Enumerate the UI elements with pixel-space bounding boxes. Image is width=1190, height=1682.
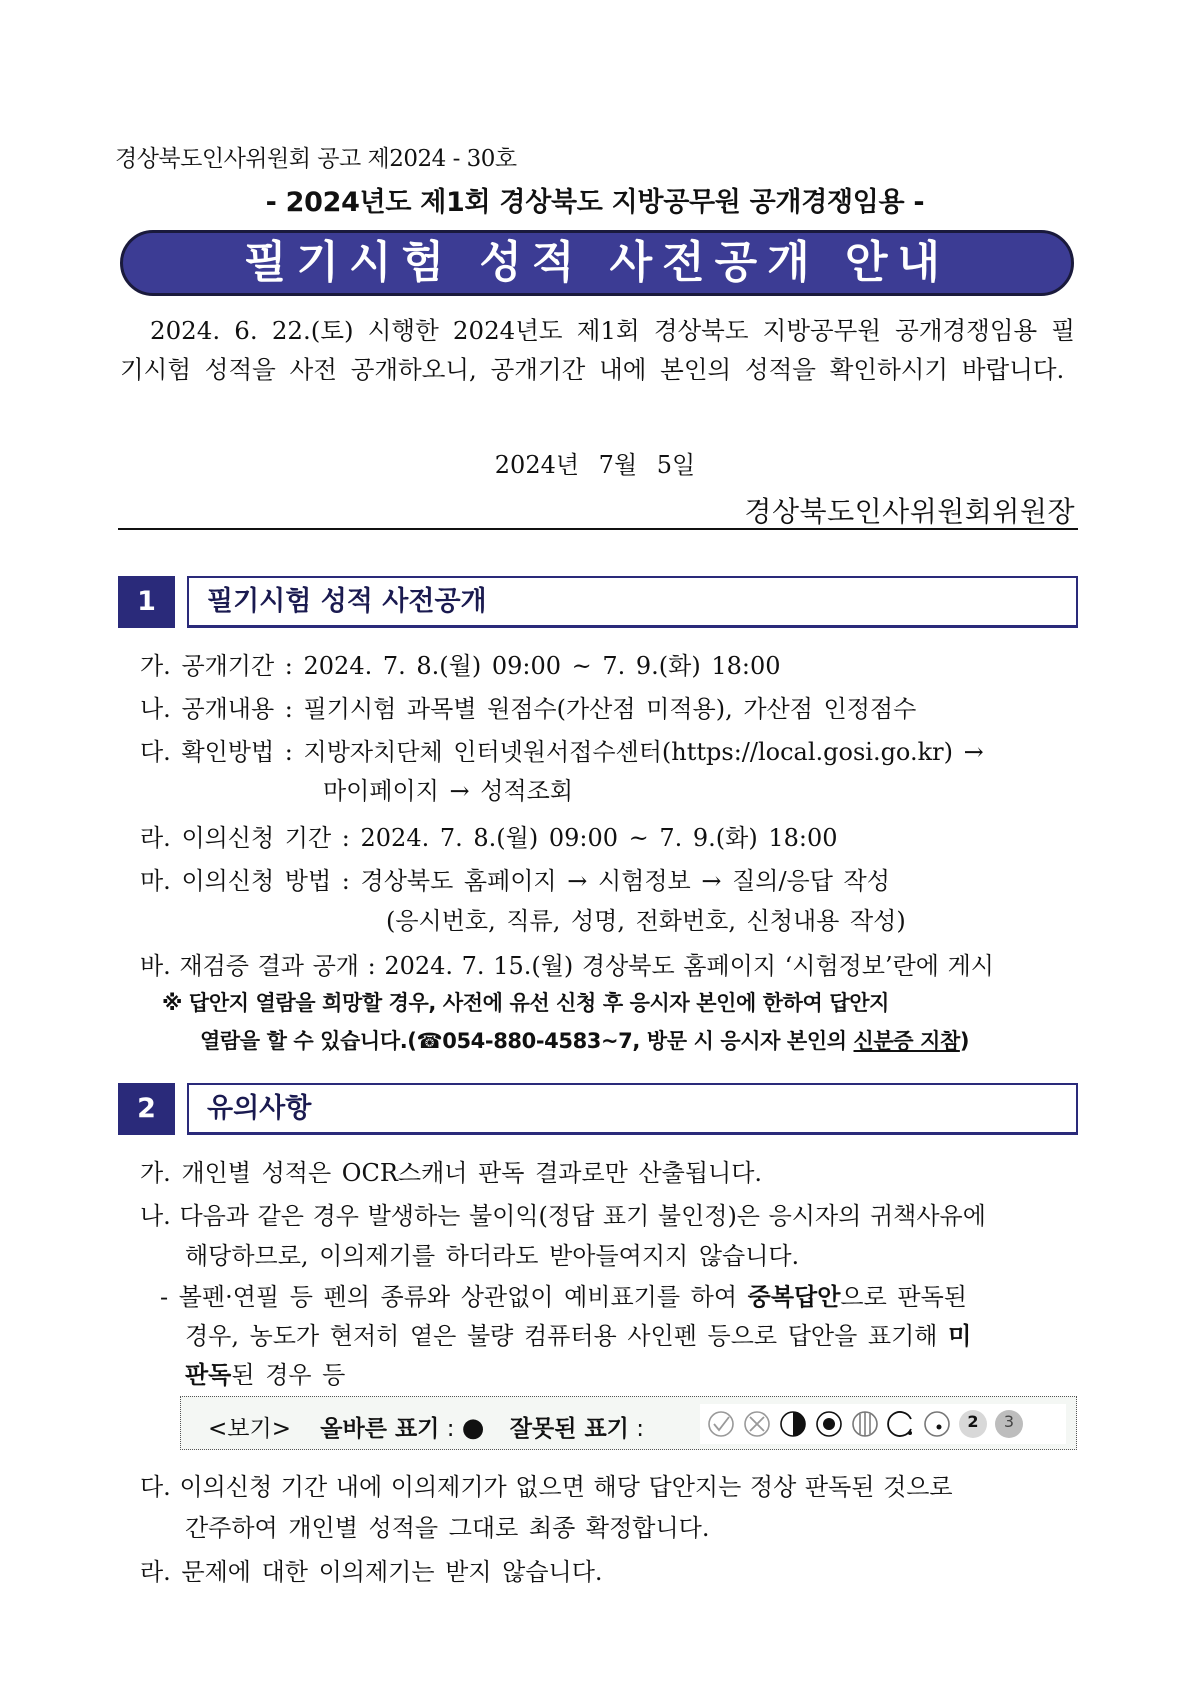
- dot-mark-icon: [814, 1409, 844, 1439]
- list-item: 간주하여 개인별 성적을 그대로 최종 확정합니다.: [185, 1514, 710, 1542]
- list-item: 라. 문제에 대한 이의제기는 받지 않습니다.: [140, 1558, 603, 1586]
- wrong-marks: [700, 1404, 1066, 1444]
- numbered-mark-icon: 2: [958, 1409, 988, 1439]
- viewing-note-contact: 열람을 할 수 있습니다.(☎054-880-4583~7, 방문 시 응시자 본인의 신분증 지참): [200, 1029, 970, 1053]
- example-label: <보기>: [208, 1416, 291, 1442]
- list-item: 다. 확인방법 : 지방자치단체 인터넷원서접수센터(https://local.gosi.go.kr) →: [140, 738, 984, 766]
- lined-mark-icon: [850, 1409, 880, 1439]
- half-filled-mark-icon: [778, 1409, 808, 1439]
- list-item: 라. 이의신청 기간 : 2024. 7. 8.(월) 09:00 ~ 7. 9.(화) 18:00: [140, 824, 838, 852]
- section-2-number: 2: [118, 1083, 175, 1135]
- small-dot-mark-icon: [922, 1409, 952, 1439]
- announcement-date: 2024년 7월 5일: [494, 451, 696, 479]
- list-item: (응시번호, 직류, 성명, 전화번호, 신청내용 작성): [386, 907, 906, 935]
- list-item: 해당하므로, 이의제기를 하더라도 받아들여지지 않습니다.: [185, 1242, 800, 1270]
- list-item: 마. 이의신청 방법 : 경상북도 홈페이지 → 시험정보 → 질의/응답 작성: [140, 867, 890, 895]
- marking-example: <보기> 올바른 표기 : ● 잘못된 표기 :: [208, 1413, 644, 1443]
- intro-paragraph: 2024. 6. 22.(토) 시행한 2024년도 제1회 경상북도 지방공무원 공개경쟁임용 필기시험 성적을 사전 공개하오니, 공개기간 내에 본인의 성적을 확인하시기 바랍니다.: [120, 316, 1075, 384]
- divider: [118, 528, 1078, 530]
- section-1-title: 필기시험 성적 사전공개: [187, 576, 1078, 628]
- correct-label: 올바른 표기: [320, 1416, 440, 1442]
- list-item: 가. 공개기간 : 2024. 7. 8.(월) 09:00 ~ 7. 9.(화) 18:00: [140, 652, 781, 680]
- section-2-title: 유의사항: [187, 1083, 1078, 1135]
- list-item: 마이페이지 → 성적조회: [323, 777, 574, 805]
- list-item: 가. 개인별 성적은 OCR스캐너 판독 결과로만 산출됩니다.: [140, 1159, 763, 1187]
- viewing-note: ※ 답안지 열람을 희망할 경우, 사전에 유선 신청 후 응시자 본인에 한하여 답안지: [162, 991, 889, 1015]
- list-item: 나. 공개내용 : 필기시험 과목별 원점수(가산점 미적용), 가산점 인정점수: [140, 695, 917, 723]
- list-item: 경우, 농도가 현저히 옅은 불량 컴퓨터용 사인펜 등으로 답안을 표기해 미: [185, 1322, 972, 1350]
- subtitle: - 2024년도 제1회 경상북도 지방공무원 공개경쟁임용 -: [265, 187, 925, 218]
- shaded-number-mark-icon: 3: [994, 1409, 1024, 1439]
- wrong-label: 잘못된 표기: [509, 1416, 629, 1442]
- signer: 경상북도인사위원회위원장: [744, 495, 1075, 528]
- check-mark-icon: [706, 1409, 736, 1439]
- list-item: 나. 다음과 같은 경우 발생하는 불이익(정답 표기 불인정)은 응시자의 귀책사유에: [140, 1202, 986, 1230]
- list-item: - 볼펜·연필 등 펜의 종류와 상관없이 예비표기를 하여 중복답안으로 판독된: [160, 1283, 967, 1311]
- list-item: 판독된 경우 등: [185, 1361, 346, 1389]
- notice-number: 경상북도인사위원회 공고 제2024 - 30호: [115, 146, 517, 172]
- partial-mark-icon: [886, 1409, 916, 1439]
- filled-circle-icon: ●: [461, 1413, 485, 1443]
- list-item: 다. 이의신청 기간 내에 이의제기가 없으면 해당 답안지는 정상 판독된 것으로: [140, 1473, 953, 1501]
- section-1-number: 1: [118, 576, 175, 628]
- x-mark-icon: [742, 1409, 772, 1439]
- banner-title: 필기시험 성적 사전공개 안내: [120, 230, 1074, 296]
- list-item: 바. 재검증 결과 공개 : 2024. 7. 15.(월) 경상북도 홈페이지 ‘시험정보’란에 게시: [140, 952, 994, 980]
